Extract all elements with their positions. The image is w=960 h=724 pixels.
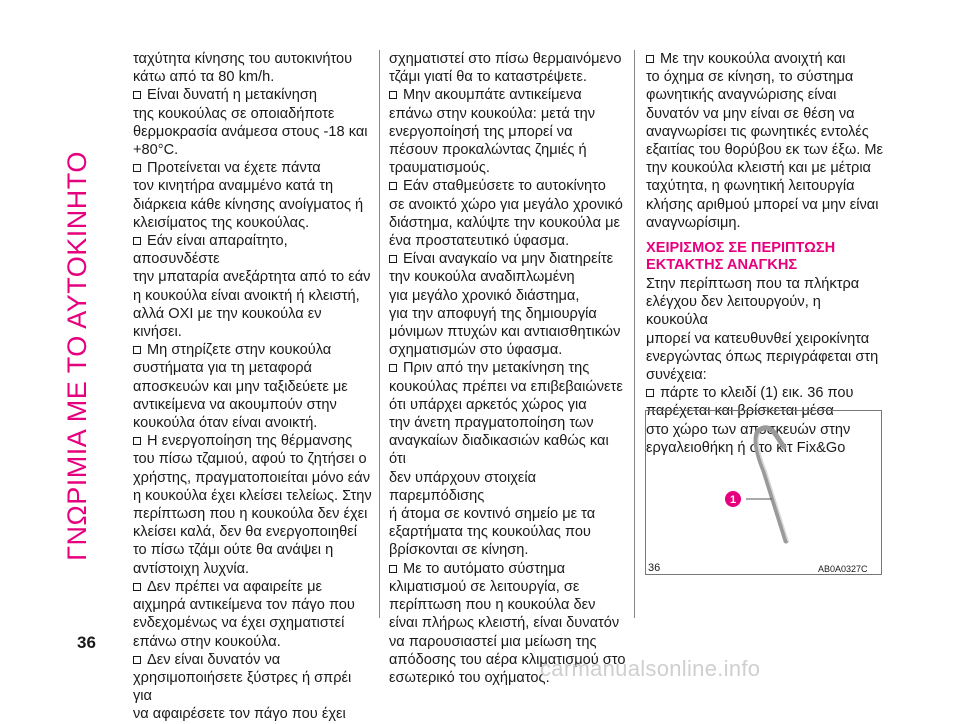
text-line: ταχύτητα κίνησης του αυτοκινήτου xyxy=(133,51,353,67)
text-line: την μπαταρία ανεξάρτητα από το εάν xyxy=(133,269,371,286)
side-section-title: ΓΝΩΡΙΜΙΑ ΜΕ ΤΟ ΑΥΤΟΚΙΝΗΤΟ xyxy=(62,151,92,561)
text-line: +80°C. xyxy=(133,142,179,159)
text-line: εξαιτίας του θορύβου εκ των έξω. Με xyxy=(646,142,883,159)
text-line: για μεγάλο χρονικό διάστημα, xyxy=(389,287,580,304)
text-line: περίπτωση που η κουκούλα δεν xyxy=(389,597,596,614)
text-line: αναγνωρίσιμη. xyxy=(646,214,741,231)
text-line: ή άτομα σε κοντινό σημείο με τα xyxy=(389,506,596,523)
text-line: αναγνωρίσει τις φωνητικές εντολές xyxy=(646,123,869,140)
text-line: να παρουσιαστεί μια μείωση της xyxy=(389,633,597,650)
text-line: αιχμηρά αντικείμενα τον πάγο που xyxy=(133,597,355,614)
section-heading: ΕΚΤΑΚΤΗΣ ΑΝΑΓΚΗΣ xyxy=(646,257,798,274)
text-line: την κουκούλα αναδιπλωμένη xyxy=(389,269,575,286)
text-line: ένα προστατευτικό ύφασμα. xyxy=(389,233,570,250)
text-line: χρήστης, πραγματοποιείται μόνο εάν xyxy=(133,469,371,486)
text-line: συστήματα για τη μεταφορά xyxy=(133,360,312,377)
text-line: της κουκούλας σε οποιαδήποτε xyxy=(133,105,335,122)
text-line: αλλά ΟΧΙ με την κουκούλα εν κινήσει. xyxy=(133,305,322,341)
bullet-item: Εάν είναι απαραίτητο, αποσυνδέστε xyxy=(133,232,373,268)
text-line: δεν υπάρχουν στοιχεία παρεμπόδισης xyxy=(389,469,537,504)
bullet-item: πάρτε το κλειδί (1) εικ. 36 που xyxy=(646,384,886,402)
text-line: συνέχεια: xyxy=(646,367,707,384)
bullet-item: Με το αυτόματο σύστημα xyxy=(389,560,629,578)
text-line: την άνετη πραγματοποίηση των xyxy=(389,415,594,432)
section-heading: ΧΕΙΡΙΣΜΟΣ ΣΕ ΠΕΡΙΠΤΩΣΗ xyxy=(646,240,836,257)
text-line: αντίστοιχη λυχνία. xyxy=(133,560,250,577)
text-line: φωνητικής αναγνώρισης είναι xyxy=(646,87,837,104)
text-line: παρέχεται και βρίσκεται μέσα xyxy=(646,403,834,420)
bullet-item: Μη στηρίζετε στην κουκούλα xyxy=(133,341,373,359)
text-line: ελέγχου δεν λειτουργούν, η κουκούλα xyxy=(646,294,821,329)
text-line: σχηματισμών στο ύφασμα. xyxy=(389,342,563,359)
text-line: κλείσει καλά, δεν θα ενεργοποιηθεί xyxy=(133,524,357,541)
text-line: απόδοσης του αέρα κλιματισμού στο xyxy=(389,651,626,668)
text-line: περίπτωση που η κουκούλα δεν έχει xyxy=(133,506,368,523)
text-line: κλήσης αριθμού μπορεί να μην είναι xyxy=(646,196,879,213)
text-line: σε ανοικτό χώρο για μεγάλο χρονικό xyxy=(389,196,623,213)
page-number: 36 xyxy=(77,633,96,652)
text-line: κλεισίματος της κουκούλας. xyxy=(133,214,310,231)
text-line: ενδεχομένως να έχει σχηματιστεί xyxy=(133,615,345,632)
text-line: ενεργοποίησή της μπορεί να xyxy=(389,123,573,140)
text-line: θερμοκρασία ανάμεσα στους -18 και xyxy=(133,123,368,140)
callout-label: 1 xyxy=(729,494,737,506)
text-line: κουκούλας πρέπει να επιβεβαιώνετε xyxy=(389,378,623,395)
bullet-item: Με την κουκούλα ανοιχτή και xyxy=(646,50,886,68)
text-line: σχηματιστεί στο πίσω θερμαινόμενο xyxy=(389,51,622,67)
text-line: χρησιμοποιήσετε ξύστρες ή σπρέι για xyxy=(133,669,352,705)
bullet-item: Είναι αναγκαίο να μην διατηρείτε xyxy=(389,250,629,268)
emergency-key-icon xyxy=(646,411,881,574)
text-line: η κουκούλα είναι ανοικτή ή κλειστή, xyxy=(133,287,360,304)
text-column-2 xyxy=(389,50,629,687)
text-line: τζάμι γιατί θα το καταστρέψετε. xyxy=(389,69,587,86)
watermark: carmanualsonline.info xyxy=(540,656,761,681)
text-line: ότι υπάρχει αρκετός χώρος για xyxy=(389,396,587,413)
text-line: κλιματισμού σε λειτουργία, σε xyxy=(389,578,580,595)
figure-key-illustration xyxy=(645,410,882,575)
text-line: βρίσκονται σε κίνηση. xyxy=(389,542,529,559)
column-divider xyxy=(379,50,380,618)
text-line: επάνω στην κουκούλα: μετά την xyxy=(389,105,595,122)
text-line: επάνω στην κουκούλα. xyxy=(133,633,281,650)
bullet-item: Πριν από την μετακίνηση της xyxy=(389,359,629,377)
text-column-1 xyxy=(133,50,373,724)
bullet-item: Η ενεργοποίηση της θέρμανσης xyxy=(133,432,373,450)
text-column-3 xyxy=(646,50,886,457)
text-line: στο χώρο των αποσκευών στην xyxy=(646,421,851,438)
text-line: κουκούλα όταν είναι ανοικτή. xyxy=(133,415,318,432)
figure-number: 36 xyxy=(648,562,661,574)
text-line: Στην περίπτωση που τα πλήκτρα xyxy=(646,276,860,293)
text-line: αποσκευών και μην ταξιδεύετε με xyxy=(133,378,348,395)
bullet-item: Είναι δυνατή η μετακίνηση xyxy=(133,86,373,104)
text-line: το όχημα σε κίνηση, το σύστημα xyxy=(646,69,854,86)
text-line: αναγκαίων διαδικασιών καθώς και ότι xyxy=(389,433,609,468)
text-line: δυνατόν να μην είναι σε θέση να xyxy=(646,105,855,122)
text-line: διάρκεια κάθε κίνησης ανοίγματος ή xyxy=(133,196,364,213)
text-line: την κουκούλα κλειστή και με μέτρια xyxy=(646,160,871,177)
text-line: ταχύτητα, η φωνητική λειτουργία xyxy=(646,178,855,195)
text-line: να αφαιρέσετε τον πάγο που έχει xyxy=(133,706,346,723)
text-line: το πίσω τζάμι ούτε θα ανάψει η xyxy=(133,542,334,559)
text-line: ενεργώντας όπως περιγράφεται στη xyxy=(646,348,879,365)
text-line: πέσουν προκαλώντας ζημιές ή xyxy=(389,142,587,159)
bullet-item: Δεν είναι δυνατόν να xyxy=(133,651,373,669)
figure-code: AB0A0327C xyxy=(818,564,868,574)
text-line: του πίσω τζαμιού, αφού το ζητήσει ο xyxy=(133,451,367,468)
text-line: η κουκούλα έχει κλείσει τελείως. Στην xyxy=(133,487,372,504)
text-line: εξαρτήματα της κουκούλας που xyxy=(389,524,591,541)
text-line: για την αποφυγή της δημιουργία xyxy=(389,305,597,322)
text-line: εργαλειοθήκη ή στο κιτ Fix&Go xyxy=(646,439,846,456)
text-line: τραυματισμούς. xyxy=(389,160,490,177)
bullet-item: Εάν σταθμεύσετε το αυτοκίνητο xyxy=(389,177,629,195)
text-line: κάτω από τα 80 km/h. xyxy=(133,69,275,86)
bullet-item: Προτείνεται να έχετε πάντα xyxy=(133,159,373,177)
text-line: μόνιμων πτυχών και αντιαισθητικών xyxy=(389,324,621,341)
column-divider xyxy=(634,50,635,618)
bullet-item: Μην ακουμπάτε αντικείμενα xyxy=(389,86,629,104)
text-line: διάστημα, καλύψτε την κουκούλα με xyxy=(389,214,621,231)
text-line: εσωτερικό του οχήματος. xyxy=(389,669,550,686)
text-line: αντικείμενα να ακουμπούν στην xyxy=(133,396,337,413)
bullet-item: Δεν πρέπει να αφαιρείτε με xyxy=(133,578,373,596)
text-line: τον κινητήρα αναμμένο κατά τη xyxy=(133,178,334,195)
text-line: μπορεί να κατευθυνθεί χειροκίνητα xyxy=(646,330,870,347)
text-line: είναι πλήρως κλειστή, είναι δυνατόν xyxy=(389,615,620,632)
